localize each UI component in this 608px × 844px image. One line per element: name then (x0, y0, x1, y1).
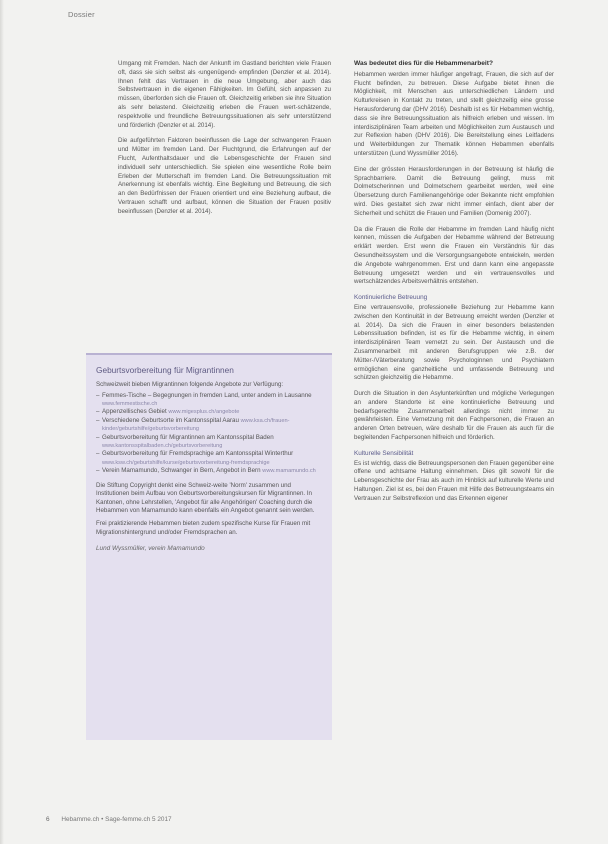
article-heading: Was bedeutet dies für die Hebammenarbeit? (354, 60, 493, 67)
offer-link[interactable]: www.migesplus.ch/angebote (168, 409, 240, 416)
right-paragraph-2: Eine der grössten Herausforderungen in der Betreuung ist häufig die Sprachbarriere. Damit die Betreuung gelingt, muss mit Dolmetscherinnen und Dolmetschern gearbeitet werden, weil eine Übersetzung durch Familienangehörige oder Bekannte nicht empfohlen wird. Dies gestaltet sich zwar nicht immer einfach, dient aber der Sicherheit und schützt die Frauen und Familien (Domenig 2007). (354, 165, 554, 217)
subsection-text-cultural-sensitivity: Es ist wichtig, dass die Betreuungspersonen den Frauen gegenüber eine offene und achtsame Haltung einnehmen. Dies gilt sowohl für die Lebensgeschichte der Frau als auch im Hinblick auf kulturelle Werte und Haltungen. Ziel ist es, bei den Frauen mit Hilfe des Betreuungsteams ein Vertrauen zur Selbstreflexion und das Erkennen eigener (354, 459, 554, 502)
list-item (96, 392, 322, 409)
subsection-text-continuous-care-2: Durch die Situation in den Asylunterkünften und mögliche Verlegungen an andere Standorte ist eine kontinuierliche Betreuung und bedarfsgerechte Zusammenarbeit allerdings nicht immer zu gewährleisten. Eine Vernetzung mit den Fachpersonen, die Frauen an anderen Orten betreuen, wäre deshalb für die Frauen als auch für die begleitenden Fachpersonen hilfreich und förderlich. (354, 390, 554, 442)
left-paragraph-2: Die aufgeführten Faktoren beeinflussen die Lage der schwangeren Frauen und Mütter im fremden Land. Der Fluchtgrund, die Erfahrungen auf der Flucht, Aufenthaltsdauer und die Lebensgeschichte der Frauen sind individuell sehr unterschiedlich. Sie spielen eine wesentliche Rolle beim Erleben der Mutterschaft im fremden Land. Die Betreuungssituation mit Anerkennung ist ebenfalls wichtig. Eine Begleitung und Betreuung, die sich an den Bedürfnissen der Frauen orientiert und eine Beziehung aufbaut, die Vertrauen schafft und aufbaut, können die Situation der Frauen positiv beeinflussen (Denzler et al. 2014). (118, 137, 331, 215)
offer-link[interactable]: www.mamamundo.ch (262, 468, 316, 475)
right-paragraph-1: Hebammen werden immer häufiger angefragt, Frauen, die sich auf der Flucht befinden, zu betreuen. Diese Aufgabe bietet ihnen die Möglichkeit, mit Menschen aus unterschiedlichen Ländern und Kulturkreisen in Kontakt zu treten, und stellt gleichzeitig eine grosse Herausforderung dar (DHV 2016). Deshalb ist es für Hebammen wichtig, dass sie ihre Betreuungssituation als hilfreich erleben und wissen. Im interdisziplinären Team arbeiten und Möglichkeiten zum Austausch und zur Reflexion haben (DHV 2016). Die Bereitstellung eines Leitfadens und Weiterbildungen zur Thematik können Hebammen ebenfalls unterstützen (Lund Wyssmüller 2016). (354, 70, 554, 157)
list-item (96, 450, 322, 467)
offer-link[interactable]: www.kantonsspitalbaden.ch/geburtsvorbereitung (102, 443, 223, 450)
offer-text: Geburtsvorbereitung für Fremdsprachige am Kantonsspital Winterthur (102, 450, 294, 458)
offer-text: Femmes-Tische – Begegnungen in fremden Land, unter andem in Lausanne (102, 391, 312, 399)
info-box (86, 353, 332, 740)
info-box-intro: Schweizweit bieben Migrantinnen folgende Angebote zur Verfügung: (96, 381, 284, 388)
offer-list (96, 392, 322, 476)
offer-text: Geburtsvorbereitung für Migrantinnen am Kantonsspital Baden (102, 433, 274, 441)
page-footer (46, 816, 172, 823)
left-paragraph-1: Umgang mit Fremden. Nach der Ankunft im Gastland berichten viele Frauen oft, dass sie sich selbst als ‹ungenügend› empfinden (Denzler et al. 2014). Ihnen fehlt das Vertrauen in die neue Umgebung, aber auch das Selbstvertrauen in die eigenen Fähigkeiten. Im Gefühl, sich anpassen zu müssen, überforden sich die Frauen oft. Gleichzeitig erleben sie ihre Situation als sehr belastend. Gleichzeitig erleben die Frauen wert-schätzende, respektvolle und freundliche Betreuungssituationen als sehr unterstützend und förderlich (Denzler et al. 2014). (118, 60, 331, 129)
info-box-paragraph-2: Frei praktizierende Hebammen bieten zudem spezifische Kurse für Frauen mit Migrationshintergrund und/oder Fremdsprachen an. (96, 520, 311, 536)
offer-text: Verein Mamamundo, Schwanger in Bern, Angebot in Bern (102, 467, 261, 475)
right-paragraph-3: Da die Frauen die Rolle der Hebamme im fremden Land häufig nicht kennen, müssen die Aufgaben der Hebamme während der Betreuung erklärt werden. Erst wenn die Frauen ein Verständnis für das Gesundheitssystem und die Versorgungsangebote entwickeln, werden die Angebote wahrgenommen. Erst und dann kann eine angepasste Betreuung umgesetzt werden und ein vertrauensvolles und wertschätzendes Arbeitsverhältnis entstehen. (354, 225, 554, 286)
publication-name: Hebamme.ch • Sage-femme.ch 5 2017 (61, 816, 172, 823)
offer-link[interactable]: www.ksw.ch/geburtshilfe/kurse/geburtsvorbereitung-fremdsprachige (102, 459, 270, 466)
info-box-title: Geburtsvorbereitung für Migrantinnen (96, 365, 234, 375)
subsection-text-continuous-care-1: Eine vertrauensvolle, professionelle Beziehung zur Hebamme kann zwischen den Kontinuität in der Betreuung erreicht werden (Denzler et al. 2014). Da sich die Frauen in einer besonders belastenden Lebenssituation befinden, ist es für die Hebamme wichtig, in einem interdisziplinären Team vernetzt zu sein. Der Austausch und die Zusammenarbeit mit anderen Berufsgruppen wie z.B. der Mütter-/Väterberatung sowie Psychologinnen und Psychiatern ermöglichen eine ganzheitliche und umfassende Betreuung und schützen gleichzeitig die Hebamme. (354, 303, 554, 382)
subsection-heading-continuous-care: Kontinuierliche Betreuung (354, 294, 428, 302)
offer-link[interactable]: www.femmestische.ch (102, 401, 158, 407)
section-label: Dossier (68, 10, 95, 19)
list-item (96, 434, 322, 451)
info-box-paragraph-1: Die Stiftung Copyright denkt eine Schweiz-weite 'Norm' zusammen und Institutionen beim Aufbau von Geburtsvorbereitungskursen für Migrantinnen. In Kantonen, ohne Lehrstellen, 'Angebot für alle Angehörigen' Coaching durch die Hebammen von Mamamundo kann ebenfalls ein Angebot genannt sein werden. (96, 481, 315, 515)
offer-text: Appenzellisches Gebiet (102, 408, 167, 416)
page-fold-shadow (0, 0, 4, 844)
page-number: 6 (46, 816, 50, 823)
offer-link[interactable]: www.ksa.ch/frauen-kinder/geburtshilfe/geburtsvorbereitung (102, 417, 290, 433)
right-column (354, 60, 554, 511)
list-item (96, 408, 322, 416)
left-column (118, 60, 331, 224)
info-box-signature: Lund Wyssmüller, verein Mamamundo (96, 545, 205, 553)
list-item (96, 467, 322, 475)
offer-text: Verschiedene Geburtsorte im Kantonsspital Aarau (102, 416, 239, 424)
subsection-heading-cultural-sensitivity: Kulturelle Sensibilität (354, 449, 414, 457)
list-item (96, 417, 322, 434)
